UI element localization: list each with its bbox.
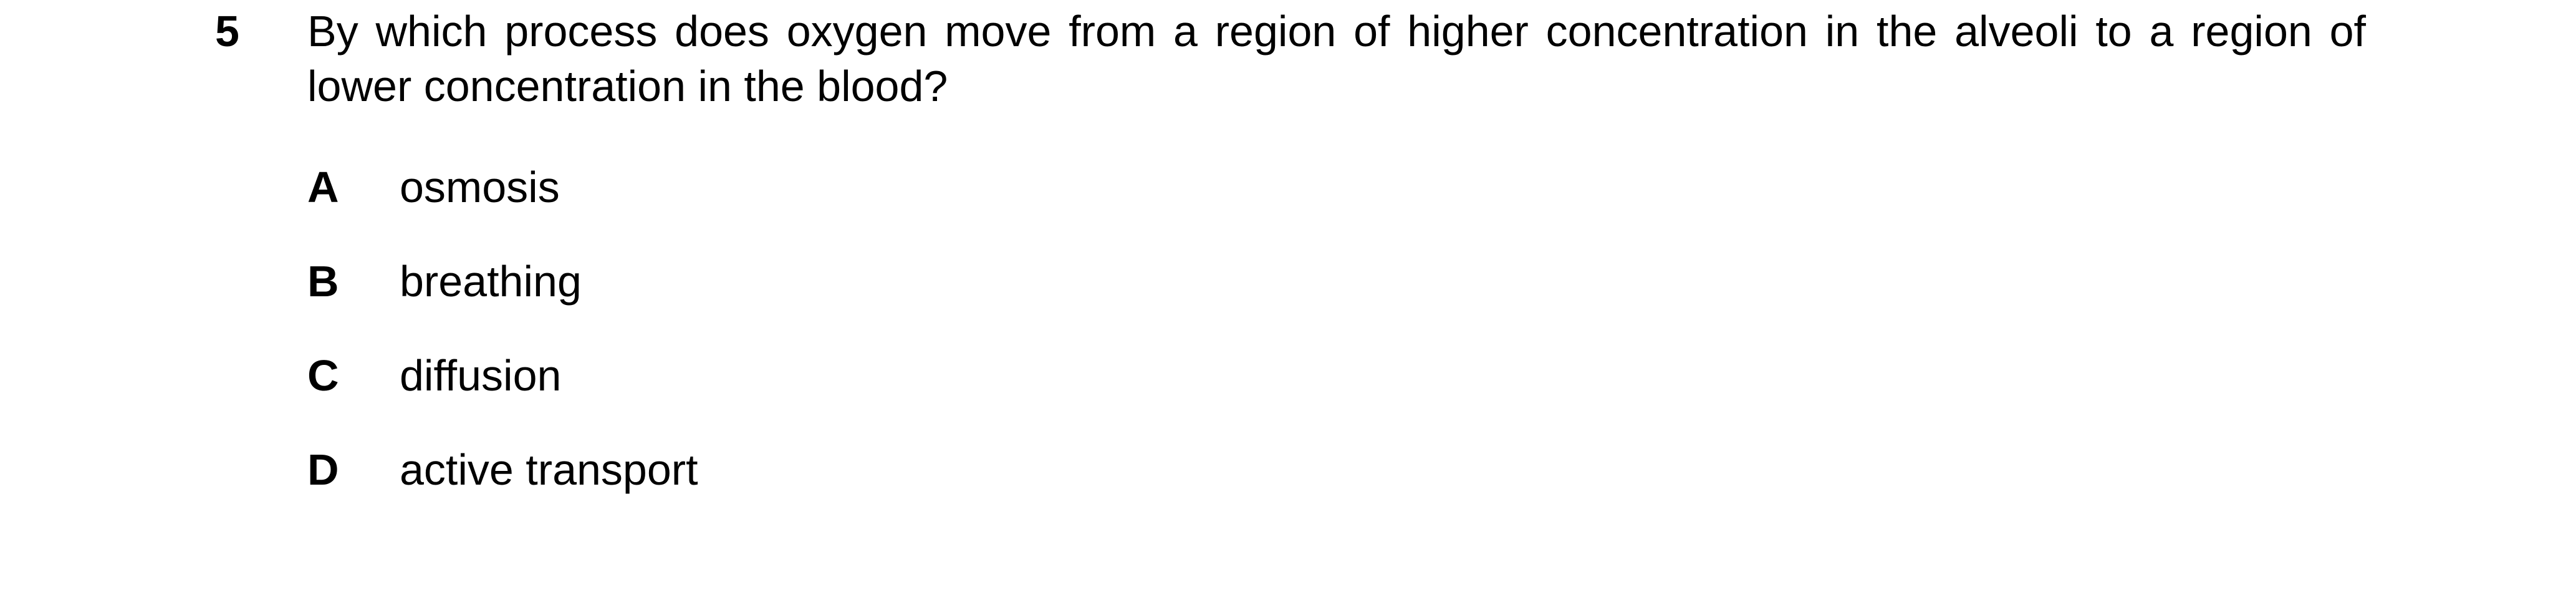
answer-option-a — [307, 160, 560, 215]
option-letter: B — [307, 257, 339, 306]
option-letter: C — [307, 351, 339, 400]
option-text: osmosis — [400, 163, 560, 211]
question-number: 5 — [215, 7, 239, 56]
answer-option-d — [307, 442, 698, 497]
option-letter: A — [307, 163, 339, 211]
answer-option-b — [307, 254, 582, 309]
option-text: active transport — [400, 445, 698, 494]
answer-option-c — [307, 348, 561, 403]
option-text: breathing — [400, 257, 582, 306]
option-text: diffusion — [400, 351, 562, 400]
question-text: By which process does oxygen move from a region of higher concentration in the alveoli to a region of lower concentration in the blood? — [307, 7, 2366, 110]
option-letter: D — [307, 445, 339, 494]
